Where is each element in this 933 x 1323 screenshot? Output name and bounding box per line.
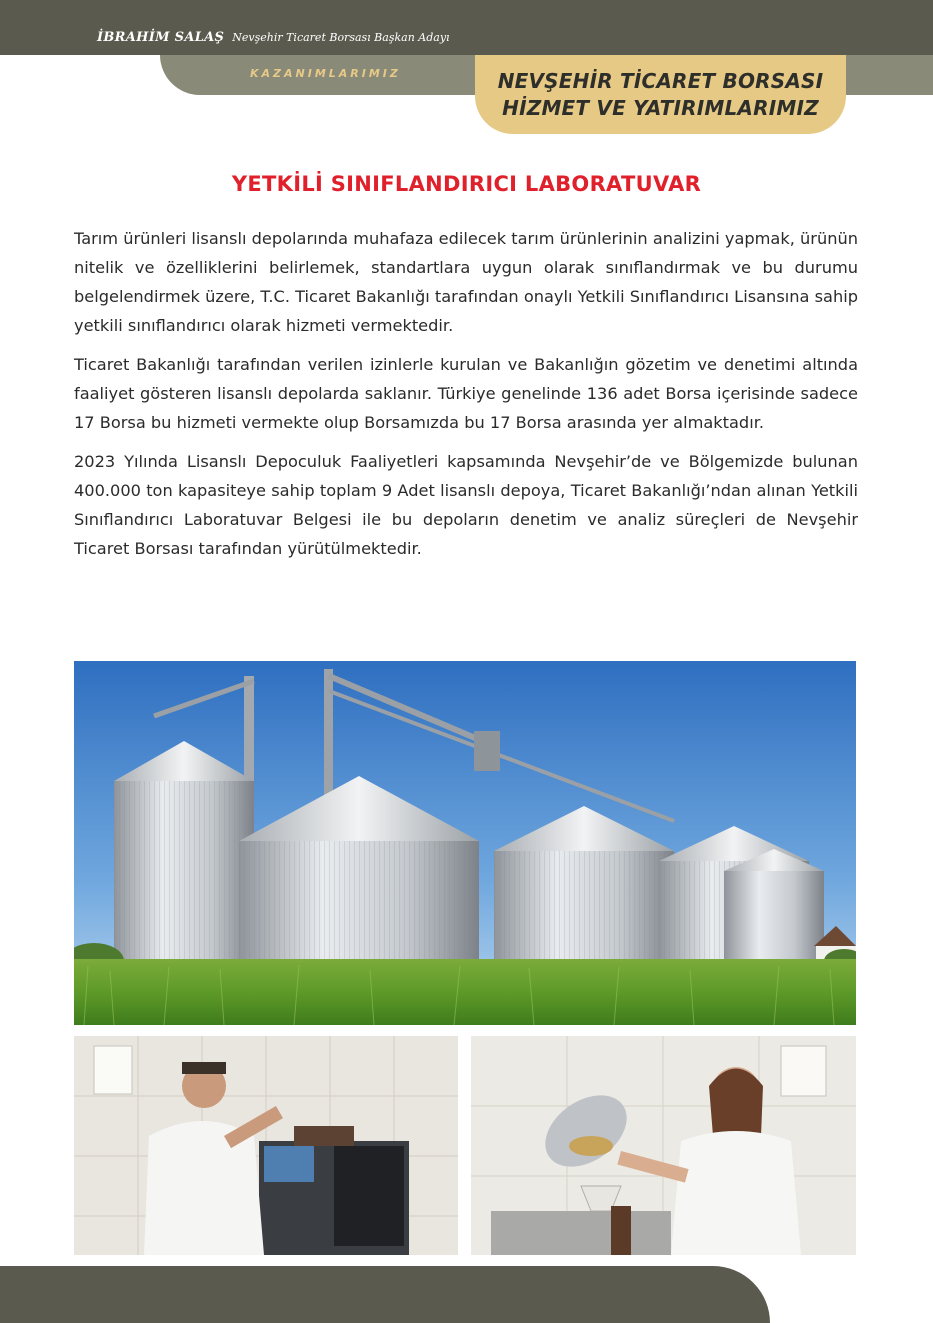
- article-body: [74, 224, 858, 573]
- article-title: YETKİLİ SINIFLANDIRICI LABORATUVAR: [231, 172, 702, 196]
- paragraph-3: 2023 Yılında Lisanslı Depoculuk Faaliyetleri kapsamında Nevşehir’de ve Bölgemizde bulunan 400.000 ton kapasiteye sahip toplam 9 Adet lisanslı depoya, Ticaret Bakanlığı’ndan alınan Yetkili Sınıflandırıcı Laboratuvar Belgesi ile bu depoların denetim ve analiz süreçleri de Nevşehir Ticaret Borsası tarafından yürütülmektedir.: [74, 452, 858, 558]
- candidate-line: [97, 30, 450, 50]
- footer-band: [0, 1266, 770, 1323]
- badge-line-2: HİZMET VE YATIRIMLARIMIZ: [502, 95, 819, 120]
- silos-photo: [74, 661, 856, 1025]
- lab-sample-photo: [471, 1036, 856, 1255]
- title-badge: [475, 55, 846, 134]
- paragraph-1: Tarım ürünleri lisanslı depolarında muhafaza edilecek tarım ürünlerinin analizini yapmak, ürünün nitelik ve özelliklerini belirlemek, standartlara uygun olarak sınıflandırmak ve bu durumu belgelendirmek üzere, T.C. Ticaret Bakanlığı tarafından onaylı Yetkili Sınıflandırıcı Lisansına sahip yetkili sınıflandırıcı olarak hizmeti vermektedir.: [74, 229, 858, 335]
- badge-line-1: NEVŞEHİR TİCARET BORSASI: [497, 68, 824, 93]
- candidate-name: İBRAHİM SALAŞ: [97, 30, 225, 45]
- lab-analyst-photo: [74, 1036, 458, 1255]
- section-label: KAZANIMLARIMIZ: [250, 67, 401, 80]
- paragraph-2: Ticaret Bakanlığı tarafından verilen izinlerle kurulan ve Bakanlığın gözetim ve denetimi altında faaliyet gösteren lisanslı depolarda saklanır. Türkiye genelinde 136 adet Borsa içerisinde sadece 17 Borsa bu hizmeti vermekte olup Borsamızda bu 17 Borsa arasında yer almaktadır.: [74, 355, 858, 432]
- candidate-role: Nevşehir Ticaret Borsası Başkan Adayı: [232, 31, 450, 44]
